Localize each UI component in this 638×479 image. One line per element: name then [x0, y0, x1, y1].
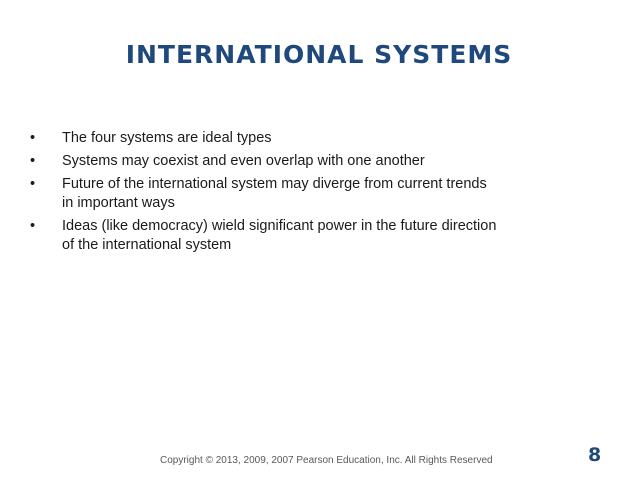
bullet-marker: • — [30, 130, 36, 146]
bullet-marker: • — [30, 176, 36, 192]
bullet-text: Future of the international system may diverge from current trends in important ways — [62, 176, 487, 211]
bullet-list — [30, 129, 500, 259]
bullet-item — [30, 129, 500, 148]
slide-title: INTERNATIONAL SYSTEMS — [125, 40, 513, 69]
bullet-item — [30, 152, 500, 171]
page-number: 8 — [588, 444, 602, 466]
bullet-text: Ideas (like democracy) wield significant power in the future direction of the international system — [62, 218, 497, 253]
bullet-text: Systems may coexist and even overlap with one another — [62, 153, 425, 169]
bullet-text: The four systems are ideal types — [62, 130, 272, 146]
bullet-marker: • — [30, 153, 36, 169]
bullet-item — [30, 217, 500, 255]
bullet-item — [30, 175, 500, 213]
bullet-marker: • — [30, 218, 36, 234]
copyright-footer: Copyright © 2013, 2009, 2007 Pearson Education, Inc. All Rights Reserved — [160, 455, 493, 466]
